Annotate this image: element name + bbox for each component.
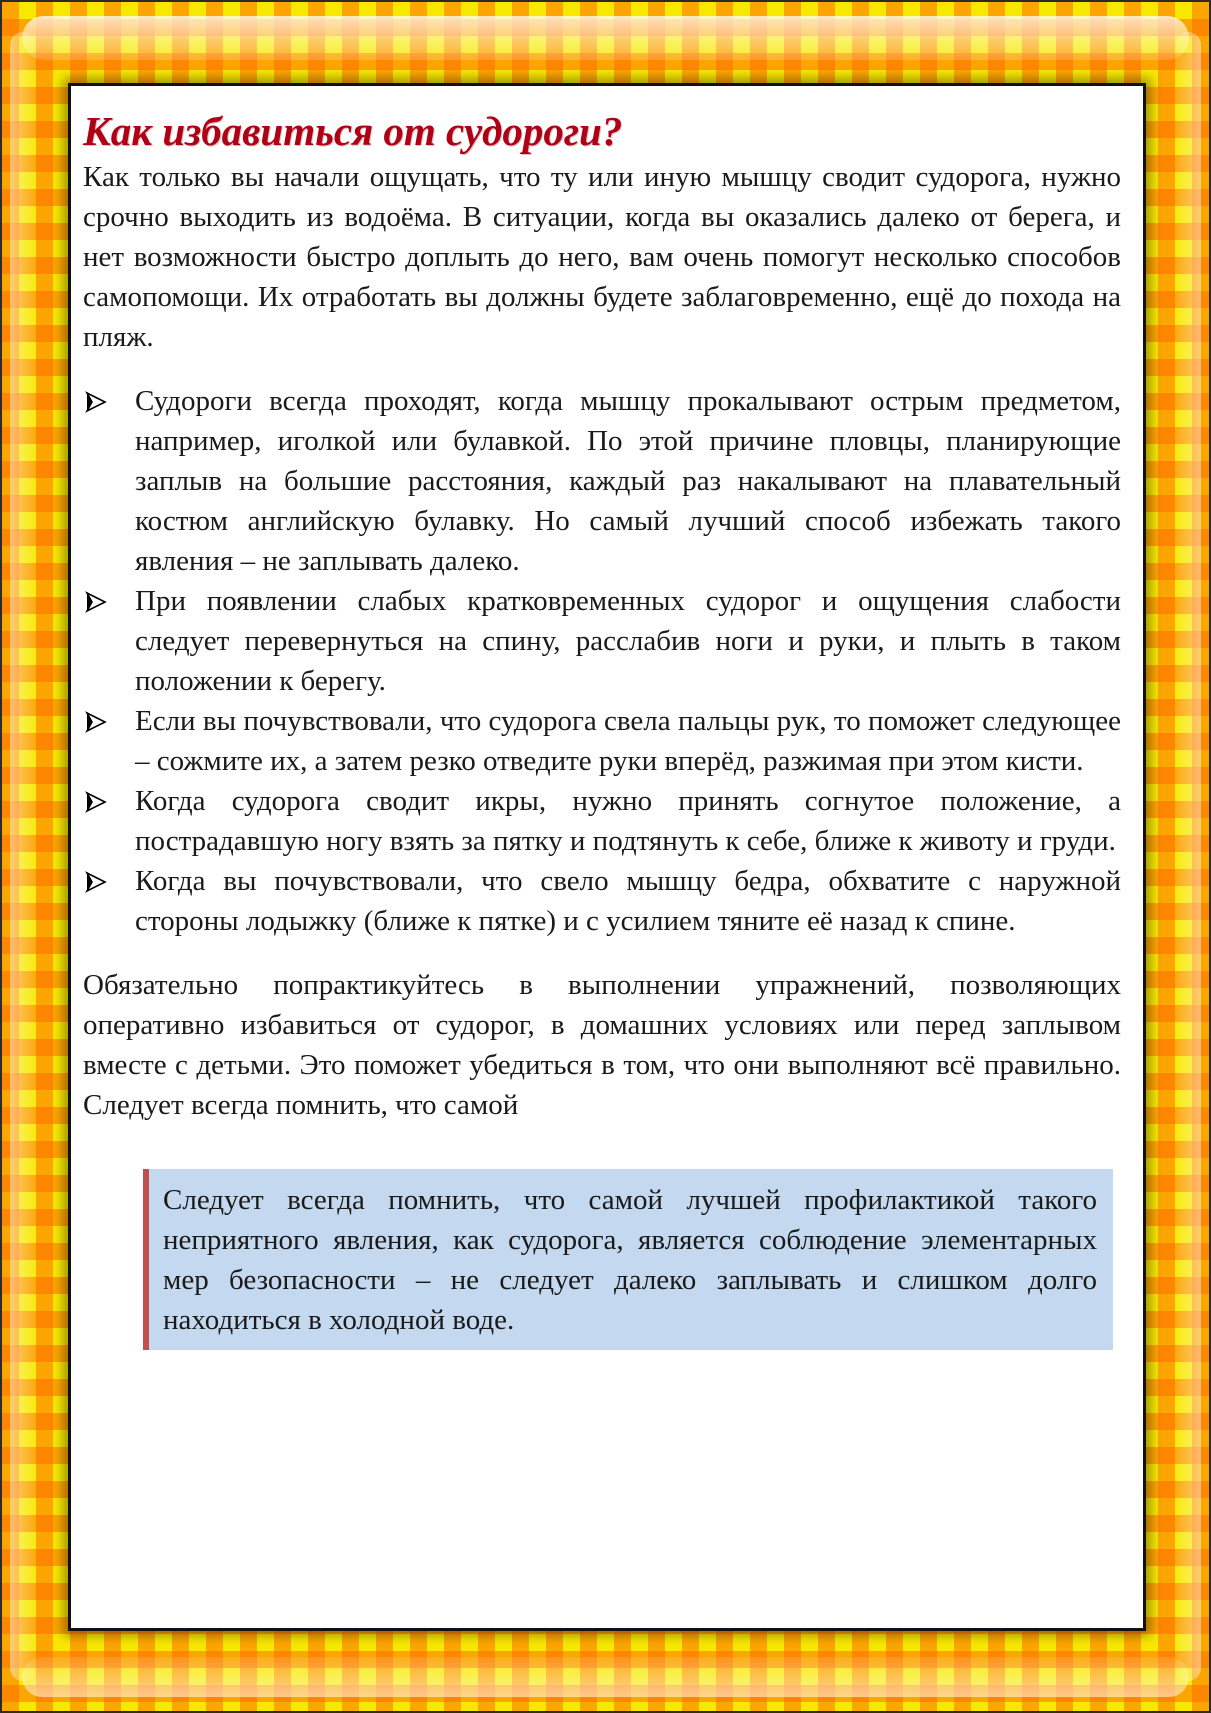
list-item-text: При появлении слабых кратковременных судорог и ощущения слабости следует перевернуться на спину, расслабив ноги и руки, и плыть в таком положении к берегу. <box>135 585 1121 697</box>
list-item-text: Когда вы почувствовали, что свело мышцу бедра, обхватите с наружной стороны лодыжку (ближе к пятке) и с усилием тяните её назад к спине. <box>135 865 1121 937</box>
list-item <box>83 781 1121 861</box>
frame-gloss-top <box>22 16 1189 60</box>
outro-block <box>83 965 1121 1131</box>
tips-list <box>83 381 1121 941</box>
page-title: Как избавиться от судороги? <box>83 108 623 154</box>
frame-gloss-bottom <box>22 1657 1189 1697</box>
arrow-bullet-icon <box>85 711 107 733</box>
list-item-text: Если вы почувствовали, что судорога свела пальцы рук, то поможет следующее – сожмите их, а затем резко отведите руки вперёд, разжимая при этом кисти. <box>135 705 1121 777</box>
arrow-bullet-icon <box>85 591 107 613</box>
content-panel <box>68 83 1146 1631</box>
list-item <box>83 861 1121 941</box>
list-item-text: Судороги всегда проходят, когда мышцу прокалывают острым предметом, например, иголкой или булавкой. По этой причине пловцы, планирующие заплыв на большие расстояния, каждый раз накалывают на плавательный костюм английскую булавку. Но самый лучший способ избежать такого явления – не заплывать далеко. <box>135 385 1121 577</box>
list-item <box>83 701 1121 781</box>
list-item-text: Когда судорога сводит икры, нужно принять согнутое положение, а пострадавшую ногу взять за пятку и подтянуть к себе, ближе к животу и груди. <box>135 785 1121 857</box>
list-item <box>83 381 1121 581</box>
arrow-bullet-icon <box>85 791 107 813</box>
arrow-bullet-icon <box>85 391 107 413</box>
frame-gloss-left <box>10 32 36 1681</box>
callout-box <box>143 1169 1113 1350</box>
list-item <box>83 581 1121 701</box>
outro-paragraph: Обязательно попрактикуйтесь в выполнении упражнений, позволяющих оперативно избавиться от судорог, в домашних условиях или перед заплывом вместе с детьми. Это поможет убедиться в том, что они выполняют всё правильно. Следует всегда помнить, что самой <box>83 969 1121 1121</box>
arrow-bullet-icon <box>85 871 107 893</box>
callout-text: Следует всегда помнить, что самой лучшей профилактикой такого неприятного явления, как судорога, является соблюдение элементарных мер безопасности – не следует далеко заплывать и слишком долго находиться в холодной воде. <box>163 1184 1097 1336</box>
intro-paragraph: Как только вы начали ощущать, что ту или иную мышцу сводит судорога, нужно срочно выходить из водоёма. В ситуации, когда вы оказались далеко от берега, и нет возможности быстро доплыть до него, вам очень помогут несколько способов самопомощи. Их отработать вы должны будете заблаговременно, ещё до похода на пляж. <box>83 161 1121 353</box>
frame-gloss-right <box>1175 32 1201 1681</box>
